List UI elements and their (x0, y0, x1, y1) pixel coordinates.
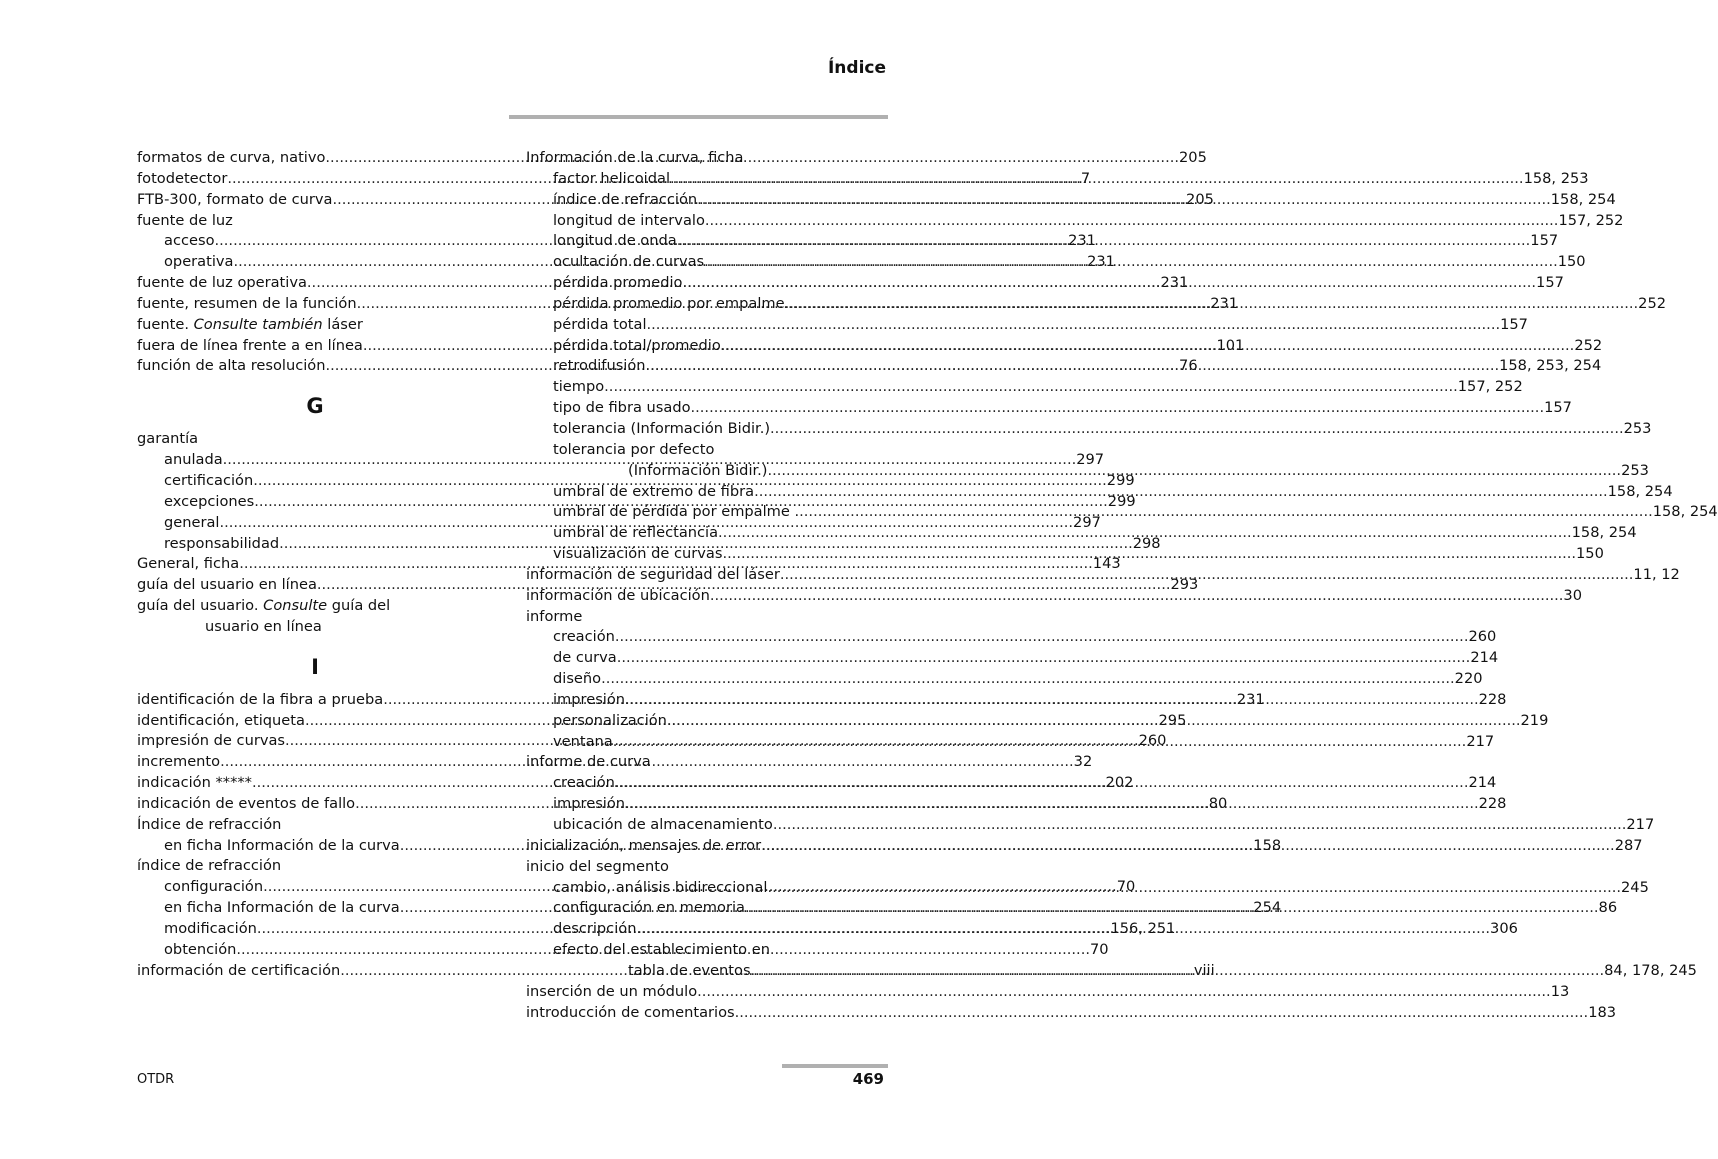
index-page-ref: 214 (1468, 774, 1497, 792)
index-term: introducción de comentarios (526, 1003, 735, 1021)
index-entry (137, 617, 493, 638)
index-entry (526, 940, 882, 961)
index-page-ref: 231 (1087, 253, 1115, 271)
index-term: umbral de extremo de fibra (553, 482, 755, 500)
index-term: de curva (553, 649, 617, 667)
dot-leader (754, 482, 1608, 503)
index-page-ref: 157 (1536, 274, 1564, 292)
index-term: información de certificación (137, 961, 341, 979)
index-term: pérdida total (553, 315, 647, 333)
index-term: diseño (553, 670, 602, 688)
dot-leader (761, 836, 1615, 857)
dot-leader (615, 627, 1469, 648)
index-page-ref: 306 (1490, 920, 1518, 938)
dot-leader (677, 231, 1531, 252)
index-page-ref: 253 (1621, 461, 1649, 479)
index-term: operativa (164, 253, 234, 271)
index-page-ref: 231 (1068, 232, 1096, 250)
index-page-ref: 158, 254 (1550, 190, 1616, 208)
index-page-ref: 260 (1138, 732, 1167, 750)
index-term: guía del usuario. Consulte guía del (137, 597, 391, 615)
index-page-ref: 11, 12 (1633, 565, 1680, 583)
index-page-ref: 254 (1253, 899, 1282, 917)
index-page-ref: 158 (1253, 836, 1282, 854)
index-section-letter: I (311, 654, 319, 679)
dot-leader (704, 252, 1558, 273)
index-term: tolerancia (Información Bidir.) (553, 419, 771, 437)
index-entry (526, 1003, 1617, 1024)
index-page-ref: 150 (1576, 545, 1604, 563)
index-entry (526, 377, 1523, 398)
index-term: inicio del segmento (526, 857, 669, 875)
index-term: tabla de eventos (628, 961, 751, 979)
index-term: fuente, resumen de la función (137, 294, 357, 312)
header-rule (509, 115, 888, 119)
index-page-ref: 157 (1530, 232, 1559, 250)
index-term: personalización (553, 711, 667, 729)
index-term: en ficha Información de la curva (164, 899, 400, 917)
index-term: fuente de luz operativa (137, 274, 307, 292)
index-term: anulada (164, 451, 223, 469)
index-term: efecto del establecimiento en (553, 941, 770, 959)
index-page-ref: 299 (1107, 492, 1136, 510)
dot-leader (785, 294, 1639, 315)
index-entry (137, 596, 493, 617)
index-page-ref: 245 (1621, 878, 1649, 896)
index-term: (Información Bidir.) (628, 461, 768, 479)
index-term: identificación de la fibra a prueba (137, 690, 384, 708)
index-term: impresión (553, 795, 626, 813)
index-page-ref: 183 (1588, 1003, 1617, 1021)
index-term: visualización de curvas (553, 545, 723, 563)
index-term: obtención (164, 940, 237, 958)
index-entry (137, 856, 493, 877)
dot-leader (770, 419, 1624, 440)
index-page-ref: 252 (1574, 336, 1603, 354)
index-entry (526, 857, 882, 878)
dot-leader (767, 878, 1621, 899)
index-entry (526, 648, 1499, 669)
index-page-ref: 157, 252 (1457, 378, 1523, 396)
dot-leader (722, 544, 1576, 565)
footer-rule (782, 1064, 888, 1068)
index-term: identificación, etiqueta (137, 711, 305, 729)
index-page-ref: 32 (1073, 753, 1093, 771)
index-term: acceso (164, 232, 215, 250)
index-page-ref: 157 (1544, 399, 1572, 417)
index-entry (526, 982, 1570, 1003)
dot-leader (617, 648, 1471, 669)
index-term: garantía (137, 430, 199, 448)
index-term: tiempo (553, 378, 605, 396)
index-term: fuente de luz (137, 211, 233, 229)
header-title: Índice (827, 58, 886, 78)
index-entry (526, 586, 1582, 607)
index-term: impresión (553, 690, 626, 708)
index-page-ref: viii (1193, 961, 1215, 979)
index-page-ref: 157, 252 (1558, 211, 1624, 229)
index-term: informe de curva (526, 753, 651, 771)
index-term: longitud de intervalo (553, 211, 705, 229)
index-term: descripción (553, 920, 637, 938)
index-term: índice de refracción (553, 190, 698, 208)
index-term: cambio, análisis bidireccional (553, 878, 768, 896)
dot-leader (780, 565, 1634, 586)
index-page-ref: 299 (1106, 471, 1135, 489)
dot-leader (670, 169, 1524, 190)
dot-leader (721, 336, 1575, 357)
index-page-ref: 231 (1160, 274, 1189, 292)
index-term: umbral de pérdida por empalme . (553, 503, 800, 521)
index-term: tolerancia por defecto (553, 440, 715, 458)
index-entry (526, 752, 882, 773)
index-term: Índice de refracción (137, 815, 282, 833)
index-page-ref: 295 (1158, 711, 1187, 729)
dot-leader (735, 1003, 1589, 1024)
index-term: indicación ***** (137, 774, 252, 792)
index-term: función de alta resolución (137, 357, 326, 375)
index-page-ref: 217 (1466, 732, 1495, 750)
index-term: tipo de fibra usado (553, 399, 691, 417)
dot-leader (718, 523, 1572, 544)
index-page-ref: 217 (1626, 816, 1655, 833)
index-term: general (164, 513, 220, 531)
index-entry (526, 211, 1624, 232)
index-term: ubicación de almacenamiento (553, 816, 773, 833)
dot-leader (705, 211, 1559, 232)
index-entry (526, 815, 1655, 836)
index-page-ref: 70 (1089, 940, 1109, 958)
index-term: responsabilidad (164, 534, 280, 552)
index-entry (526, 669, 1483, 690)
dot-leader (625, 794, 1479, 815)
dot-leader (601, 669, 1455, 690)
index-page-ref: 228 (1478, 795, 1507, 813)
index-term: Información de la curva, ficha (526, 149, 744, 166)
index-term: guía del usuario en línea (137, 576, 317, 594)
index-term: información de ubicación (526, 586, 710, 604)
dot-leader (613, 732, 1467, 753)
index-page-ref: 158, 253 (1523, 169, 1589, 187)
index-term: fuente. Consulte también láser (137, 315, 363, 333)
index-entry (526, 398, 1572, 419)
dot-leader (799, 502, 1653, 523)
index-term: factor helicoidal (553, 169, 670, 187)
footer-product: OTDR (137, 1072, 175, 1087)
dot-leader (697, 190, 1551, 211)
index-term: fuera de línea frente a en línea (137, 336, 363, 354)
dot-leader (636, 919, 1490, 940)
index-page-ref: 158, 253, 254 (1499, 357, 1602, 375)
index-term: excepciones (164, 492, 255, 510)
index-term: información de seguridad del láser (526, 565, 780, 583)
dot-leader (773, 815, 1627, 836)
index-entry (526, 440, 882, 461)
index-page-ref: 158, 254 (1571, 524, 1637, 542)
index-term: informe (526, 607, 583, 625)
index-term: inicialización, mensajes de error (526, 836, 762, 854)
index-term: ocultación de curvas (553, 253, 705, 271)
index-page-ref: 205 (1179, 149, 1207, 166)
index-term: creación (553, 774, 615, 792)
index-page-ref: 202 (1105, 774, 1134, 792)
index-page-ref: 84, 178, 245 (1604, 961, 1697, 979)
index-page-ref: 150 (1557, 253, 1586, 271)
index-term: configuración (164, 878, 264, 896)
index-page-ref: 80 (1208, 794, 1228, 812)
dot-leader (647, 315, 1501, 336)
index-term: en ficha Información de la curva (164, 836, 400, 854)
index-page-ref: 231 (1236, 690, 1265, 708)
index-term: General, ficha (137, 555, 240, 573)
index-page-ref: 70 (1116, 878, 1136, 896)
index-page-ref: 219 (1520, 711, 1549, 729)
index-page-ref: 231 (1210, 294, 1239, 312)
index-term: pérdida total/promedio (553, 336, 721, 354)
index-page-ref: 158, 254 (1607, 482, 1673, 500)
index-page-ref: 156, 251 (1110, 920, 1176, 937)
index-term: pérdida promedio (553, 274, 683, 292)
index-term: creación (553, 628, 615, 646)
index-entry (526, 627, 1497, 648)
index-term: impresión de curvas (137, 732, 286, 750)
index-page-ref: 7 (1080, 169, 1091, 187)
index-page-ref: 228 (1478, 690, 1507, 708)
index-entry (137, 815, 493, 836)
index-entry (526, 315, 1528, 336)
index-term: configuración en memoria (553, 899, 745, 917)
index-term: formatos de curva, nativo (137, 149, 326, 166)
index-page-ref: 30 (1563, 586, 1582, 604)
index-section-letter: G (306, 394, 324, 419)
dot-leader (667, 711, 1521, 732)
index-entry (526, 169, 1589, 190)
index-entry (526, 607, 882, 628)
index-term: FTB-300, formato de curva (137, 190, 333, 208)
index-entry (526, 419, 1652, 440)
index-term: incremento (137, 753, 221, 771)
dot-leader (710, 586, 1564, 607)
index-page-ref: 297 (1076, 451, 1105, 469)
index-term: umbral de reflectancia (553, 524, 719, 542)
dot-leader (697, 982, 1551, 1003)
dot-leader (604, 377, 1458, 398)
footer-page-number: 469 (852, 1070, 884, 1088)
index-term: longitud de onda (553, 232, 677, 250)
dot-leader (768, 461, 1622, 482)
index-term: modificación (164, 920, 257, 937)
index-page-ref: 143 (1092, 555, 1121, 573)
index-entry (137, 315, 493, 336)
index-term: pérdida promedio por empalme (553, 294, 785, 312)
index-page-ref: 253 (1623, 419, 1652, 437)
dot-leader (751, 961, 1605, 982)
index-page-ref: 205 (1186, 190, 1214, 208)
index-page-ref: 76 (1179, 357, 1198, 375)
index-page-ref: 293 (1170, 576, 1199, 594)
index-page-ref: 220 (1454, 670, 1483, 688)
dot-leader (745, 898, 1599, 919)
index-page-ref: 260 (1468, 628, 1497, 646)
index-entry (526, 148, 882, 169)
index-term: índice de refracción (137, 857, 282, 875)
index-page-ref: 86 (1598, 899, 1618, 917)
index-page-ref: 287 (1614, 836, 1643, 854)
index-page-ref: 214 (1470, 649, 1499, 667)
index-term: retrodifusión (553, 357, 646, 375)
index-page-ref: 252 (1638, 294, 1667, 312)
dot-leader (691, 398, 1545, 419)
dot-leader (615, 773, 1469, 794)
index-page-ref: 297 (1073, 513, 1101, 531)
index-page-ref: 157 (1500, 315, 1528, 333)
dot-leader (625, 690, 1479, 711)
index-page-ref: 13 (1550, 982, 1570, 1000)
dot-leader (646, 356, 1500, 377)
index-term: certificación (164, 471, 254, 489)
index-page-ref: 298 (1132, 534, 1161, 552)
dot-leader (682, 273, 1536, 294)
index-term: inserción de un módulo (526, 982, 698, 1000)
index-term: fotodetector (137, 169, 228, 187)
index-term: indicación de eventos de fallo (137, 794, 356, 812)
index-entry (137, 211, 493, 232)
index-page-ref: 101 (1216, 336, 1245, 354)
index-term: ventana (553, 732, 613, 750)
index-page-ref: 158, 254 (1652, 503, 1718, 521)
index-term: usuario en línea (205, 617, 322, 635)
index-entry (137, 429, 493, 450)
